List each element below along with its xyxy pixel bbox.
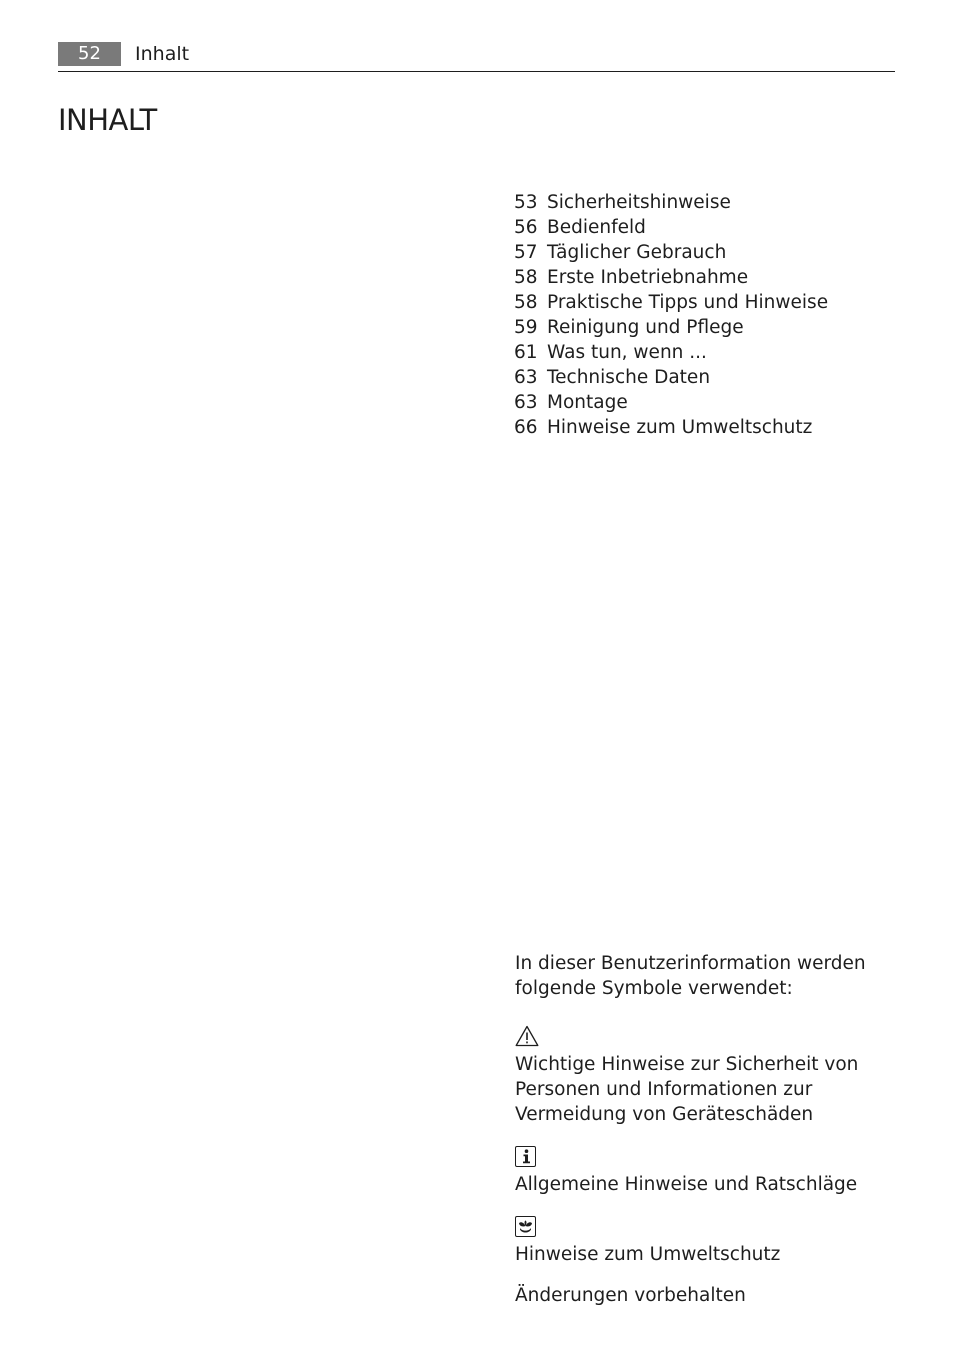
toc-page-number: 63	[514, 392, 538, 413]
toc-label: Praktische Tipps und Hinweise	[547, 292, 829, 313]
toc-entry[interactable]	[514, 365, 828, 390]
toc-page-number: 58	[514, 292, 538, 313]
toc-page-number: 56	[514, 217, 538, 238]
toc-entry[interactable]	[514, 415, 828, 440]
toc-entry[interactable]	[514, 240, 828, 265]
toc-label: Erste Inbetriebnahme	[547, 267, 749, 288]
toc-page-number: 61	[514, 342, 538, 363]
info-description: Allgemeine Hinweise und Ratschläge	[515, 1174, 858, 1195]
warning-description: Wichtige Hinweise zur Sicherheit von Personen und Informationen zur Vermeidung von Geräteschäden	[515, 1054, 859, 1125]
toc-entry[interactable]	[514, 340, 828, 365]
toc-label: Was tun, wenn ...	[547, 342, 707, 363]
toc-entry[interactable]	[514, 315, 828, 340]
symbols-intro-text: In dieser Benutzerinformation werden folgende Symbole verwendet:	[515, 953, 866, 999]
toc-entry[interactable]	[514, 290, 828, 315]
toc-label: Technische Daten	[547, 367, 711, 388]
info-icon	[515, 1146, 536, 1167]
page-number-badge: 52	[58, 42, 121, 66]
toc-label: Täglicher Gebrauch	[547, 242, 727, 263]
environment-description: Hinweise zum Umweltschutz	[515, 1244, 781, 1265]
toc-entry[interactable]	[514, 190, 828, 215]
page-title: INHALT	[58, 103, 157, 137]
warning-triangle-icon	[515, 1025, 539, 1051]
toc-page-number: 59	[514, 317, 538, 338]
table-of-contents	[514, 190, 828, 440]
environment-icon	[515, 1216, 536, 1237]
toc-label: Sicherheitshinweise	[547, 192, 731, 213]
toc-label: Montage	[547, 392, 628, 413]
header-section-title: Inhalt	[135, 43, 190, 65]
toc-entry[interactable]	[514, 265, 828, 290]
toc-entry[interactable]	[514, 390, 828, 415]
toc-page-number: 66	[514, 417, 538, 438]
toc-page-number: 53	[514, 192, 538, 213]
toc-page-number: 57	[514, 242, 538, 263]
changes-reserved-note: Änderungen vorbehalten	[515, 1285, 746, 1306]
toc-page-number: 58	[514, 267, 538, 288]
toc-label: Reinigung und Pflege	[547, 317, 744, 338]
toc-label: Bedienfeld	[547, 217, 646, 238]
toc-label: Hinweise zum Umweltschutz	[547, 417, 813, 438]
toc-page-number: 63	[514, 367, 538, 388]
page-header	[58, 40, 895, 72]
toc-entry[interactable]	[514, 215, 828, 240]
